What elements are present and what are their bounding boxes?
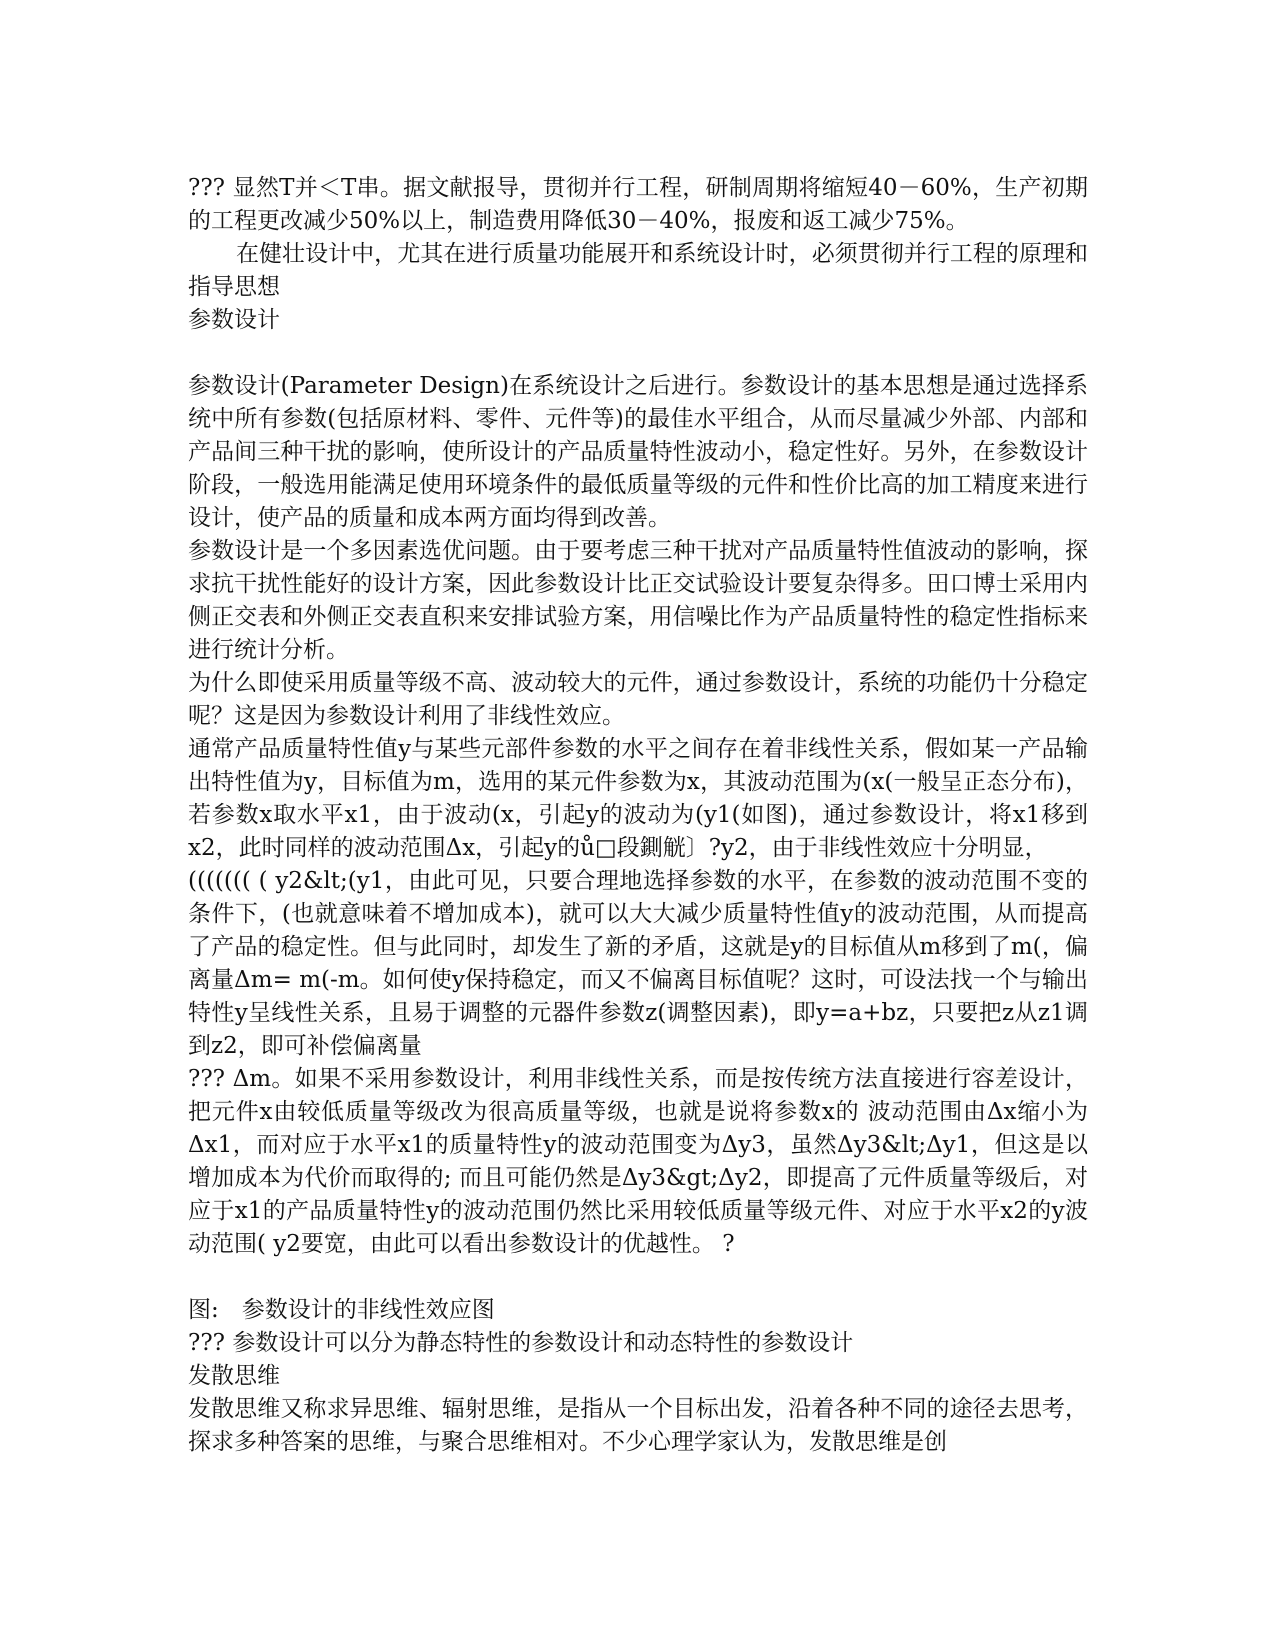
figure-caption: 图: 参数设计的非线性效应图 <box>188 1297 495 1323</box>
paragraph-nonlinear-relationship: 通常产品质量特性值y与某些元部件参数的水平之间存在着非线性关系，假如某一产品输出特性值为y，目标值为m，选用的某元件参数为x，其波动范围为(x(一般呈正态分布)，若参数x取水平x1，由于波动(x，引起y的波动为(y1(如图)，通过参数设计，将x1移到x2，此时同样的波动范围Δx，引起y的ů□段鍘觥〕?y2，由于非线性效应十分明显， <box>188 736 1088 861</box>
document-body <box>188 172 1088 1459</box>
paragraph-robust-design-principle: 在健壮设计中，尤其在进行质量功能展开和系统设计时，必须贯彻并行工程的原理和指导思想 <box>188 241 1088 300</box>
paragraph-concurrent-engineering-results: ??? 显然T并＜T串。据文献报导，贯彻并行工程，研制周期将缩短40－60%，生产初期的工程更改减少50%以上，制造费用降低30－40%，报废和返工减少75%。 <box>188 175 1088 234</box>
paragraph-parameter-design-intro: 参数设计(Parameter Design)在系统设计之后进行。参数设计的基本思想是通过选择系统中所有参数(包括原材料、零件、元件等)的最佳水平组合，从而尽量减少外部、内部和产品间三种干扰的影响，使所设计的产品质量特性波动小，稳定性好。另外，在参数设计阶段，一般选用能满足使用环境条件的最低质量等级的元件和性价比高的加工精度来进行设计，使产品的质量和成本两方面均得到改善。 <box>188 373 1088 531</box>
blank-line <box>188 337 1088 370</box>
heading-divergent-thinking: 发散思维 <box>188 1363 280 1389</box>
paragraph-tolerance-design-comparison: ??? Δm。如果不采用参数设计，利用非线性关系，而是按传统方法直接进行容差设计，把元件x由较低质量等级改为很高质量等级，也就是说将参数x的 波动范围由Δx缩小为Δx1，而对应于水平x1的质量特性y的波动范围变为Δy3，虽然Δy3&lt;Δy1，但这是以增加成本为代价而取得的; 而且可能仍然是Δy3&gt;Δy2，即提高了元件质量等级后，对应于x1的产品质量特性y的波动范围仍然比采用较低质量等级元件、对应于水平x2的y波动范围( y2要宽，由此可以看出参数设计的优越性。 ? <box>188 1066 1088 1257</box>
paragraph-nonlinear-effect-question: 为什么即使采用质量等级不高、波动较大的元件，通过参数设计，系统的功能仍十分稳定呢？这是因为参数设计利用了非线性效应。 <box>188 670 1088 729</box>
paragraph-static-dynamic: ??? 参数设计可以分为静态特性的参数设计和动态特性的参数设计 <box>188 1330 854 1356</box>
paragraph-divergent-thinking: 发散思维又称求异思维、辐射思维，是指从一个目标出发，沿着各种不同的途径去思考，探求多种答案的思维，与聚合思维相对。不少心理学家认为，发散思维是创 <box>188 1396 1088 1455</box>
paragraph-reduce-fluctuation: ((((((( ( y2&lt;(y1，由此可见，只要合理地选择参数的水平，在参数的波动范围不变的条件下，(也就意味着不增加成本)，就可以大大减少质量特性值y的波动范围，从而提高了产品的稳定性。但与此同时，却发生了新的矛盾，这就是y的目标值从m移到了m(，偏离量Δm= m(-m。如何使y保持稳定，而又不偏离目标值呢？这时，可设法找一个与输出特性y呈线性关系，且易于调整的元器件参数z(调整因素)，即y=a+bz，只要把z从z1调到z2，即可补偿偏离量 <box>188 868 1088 1059</box>
heading-parameter-design: 参数设计 <box>188 307 280 333</box>
blank-line <box>188 1261 1088 1294</box>
paragraph-parameter-design-optimization: 参数设计是一个多因素选优问题。由于要考虑三种干扰对产品质量特性值波动的影响，探求抗干扰性能好的设计方案，因此参数设计比正交试验设计要复杂得多。田口博士采用内侧正交表和外侧正交表直积来安排试验方案，用信噪比作为产品质量特性的稳定性指标来进行统计分析。 <box>188 538 1088 663</box>
